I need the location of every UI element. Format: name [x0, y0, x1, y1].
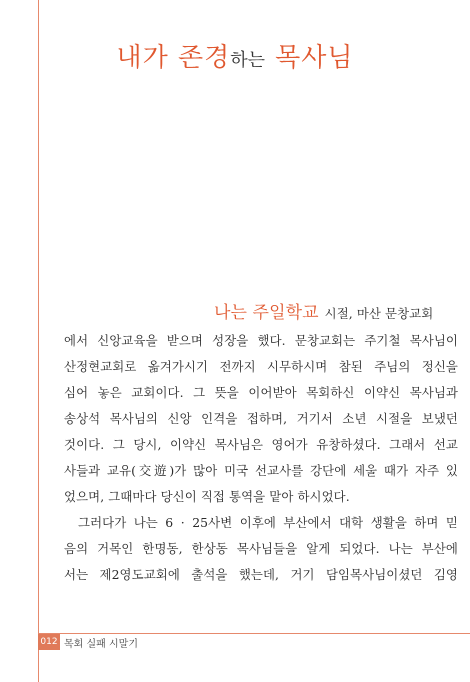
book-title: 목회 실패 시말기: [64, 639, 138, 650]
body-line-1: [64, 298, 458, 328]
title-part-2: 하는: [230, 50, 265, 71]
body-line-7: 사들과 교유(交遊)가 많아 미국 선교사를 강단에 세울 때가 자주 있: [64, 463, 458, 478]
body-line-11: 서는 제2영도교회에 출석을 했는데, 거기 담임목사님이셨던 김영: [64, 567, 458, 582]
body-text: [64, 298, 458, 588]
body-line-3: 산정현교회로 옮겨가시기 전까지 시무하시며 참된 주님의 정신을: [64, 359, 458, 374]
body-line-5: 송상석 목사님의 신앙 인격을 접하며, 거기서 소년 시절을 보냈던: [64, 411, 458, 426]
page-number: 012: [38, 634, 60, 650]
body-line-8: 었으며, 그때마다 당신이 직접 통역을 맡아 하시었다.: [64, 489, 350, 504]
body-line-6: 것이다. 그 당시, 이약신 목사님은 영어가 유창하셨다. 그래서 선교: [64, 437, 458, 452]
body-line-10: 음의 거목인 한명동, 한상동 목사님들을 알게 되었다. 나는 부산에: [64, 541, 458, 556]
chapter-title: [0, 36, 470, 74]
body-line-2: 에서 신앙교육을 받으며 성장을 했다. 문창교회는 주기철 목사님이: [64, 333, 458, 348]
body-line-9: 그러다가 나는 6 · 25사변 이후에 부산에서 대학 생활을 하며 믿: [78, 515, 458, 530]
title-part-1: 내가 존경: [116, 43, 231, 73]
body-line-text: 시절, 마산 문창교회: [324, 306, 434, 321]
body-line-4: 심어 놓은 교회이다. 그 뜻을 이어받아 목회하신 이약신 목사님과: [64, 385, 458, 400]
lead-word: 나는 주일학교: [214, 303, 319, 323]
margin-rule: [38, 0, 39, 682]
title-part-3: 목사님: [275, 43, 354, 73]
page-footer: [38, 633, 470, 648]
